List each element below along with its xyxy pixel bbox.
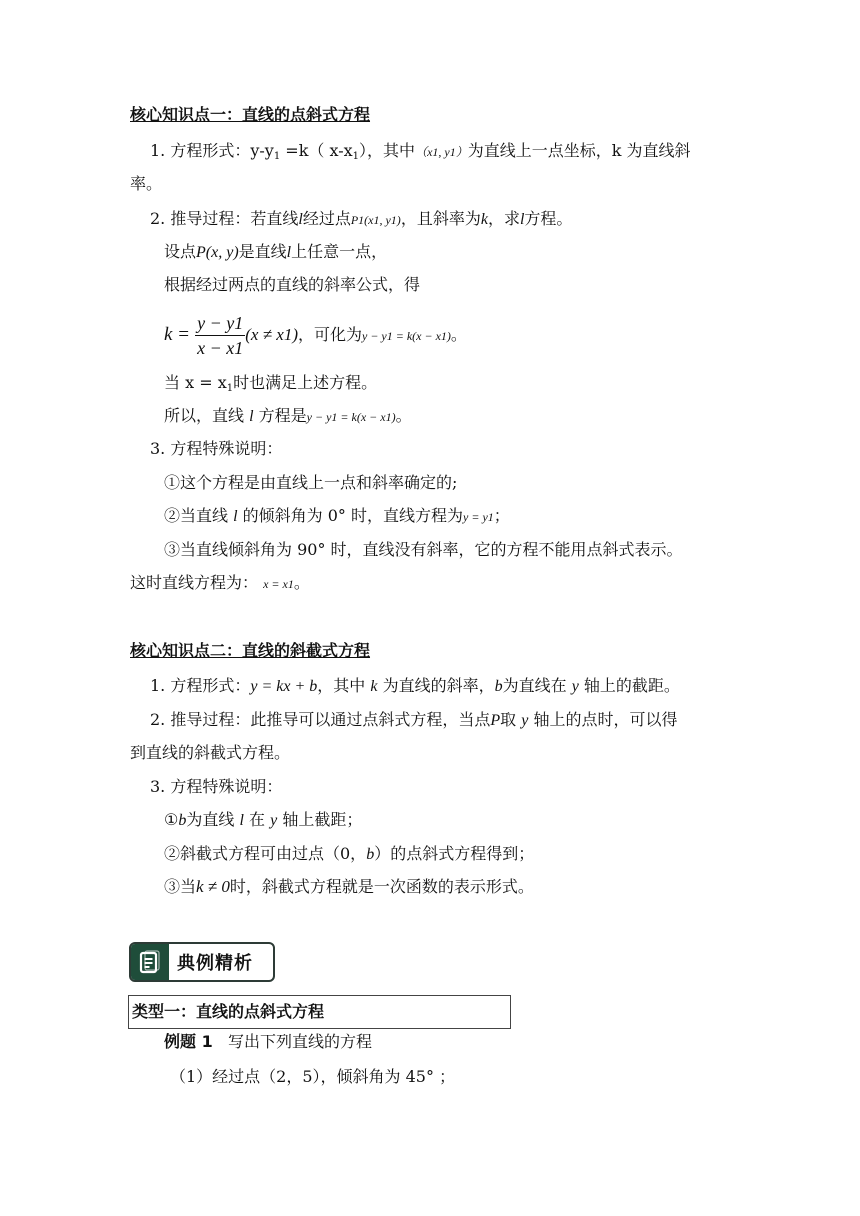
- document-icon: [131, 944, 169, 980]
- s1-item3: 3. 方程特殊说明：: [150, 439, 283, 458]
- s1-note2: ②当直线 l 的倾斜角为 0° 时，直线方程为y = y1；: [164, 506, 510, 525]
- example-1: 例题 1 写出下列直线的方程: [164, 1032, 372, 1051]
- s2-note3: ③当k ≠ 0时，斜截式方程就是一次函数的表示形式。: [164, 877, 534, 896]
- s2-item2-wrap: 到直线的斜截式方程。: [130, 743, 291, 762]
- slope-fraction: $\frac{y - y1}{x - x1}$: [197, 313, 244, 358]
- type-box: [128, 995, 511, 1029]
- s1-item2: 2. 推导过程：若直线l经过点P1(x1, y1)，且斜率为k，求l方程。: [150, 209, 573, 228]
- slope-formula: k = $\frac{y - y1}{x - x1}$ (x ≠ x1)，可化为y − y1 = k(x − x1)。: [164, 313, 467, 358]
- s2-item1: 1. 方程形式：y = kx + b，其中 k 为直线的斜率，b为直线在 y 轴上的截距。: [150, 676, 680, 695]
- example-1-sub1: （1）经过点（2，5），倾斜角为 45° ；: [170, 1067, 456, 1086]
- s1-item1-wrap: 率。: [130, 174, 163, 193]
- examples-banner: [129, 942, 275, 982]
- s1-formula-intro: 根据经过两点的直线的斜率公式，得: [164, 275, 421, 294]
- s1-note1: ①这个方程是由直线上一点和斜率确定的;: [164, 473, 458, 492]
- section2-heading: 核心知识点二：直线的斜截式方程: [130, 641, 371, 660]
- s1-item1: 1. 方程形式：$y-y_1 =k$（ $x-x_1$），其中（x1, y1）为直线上一点坐标，k 为直线斜: [150, 141, 691, 162]
- s2-item2: 2. 推导过程：此推导可以通过点斜式方程，当点P取 y 轴上的点时，可以得: [150, 710, 678, 729]
- point-coordinate: （x1, y1）: [415, 145, 468, 159]
- s1-setpoint: 设点P(x, y)是直线l上任意一点，: [164, 242, 388, 261]
- s1-when: 当 $x = x_1$时也满足上述方程。: [164, 373, 378, 394]
- s2-item3: 3. 方程特殊说明：: [150, 777, 283, 796]
- type-title: 类型一：直线的点斜式方程: [132, 1002, 325, 1021]
- s1-note3: ③当直线倾斜角为 90° 时，直线没有斜率，它的方程不能用点斜式表示。: [164, 540, 683, 559]
- examples-banner-label: 典例精析: [177, 953, 253, 974]
- section1-heading: 核心知识点一：直线的点斜式方程: [130, 105, 371, 124]
- s1-note3-wrap: 这时直线方程为： x = x1。: [130, 573, 310, 592]
- s1-so: 所以，直线 l 方程是y − y1 = k(x − x1)。: [164, 406, 412, 425]
- s2-note2: ②斜截式方程可由过点（0，b）的点斜式方程得到；: [164, 844, 535, 863]
- s2-note1: ①b为直线 l 在 y 轴上截距；: [164, 810, 363, 829]
